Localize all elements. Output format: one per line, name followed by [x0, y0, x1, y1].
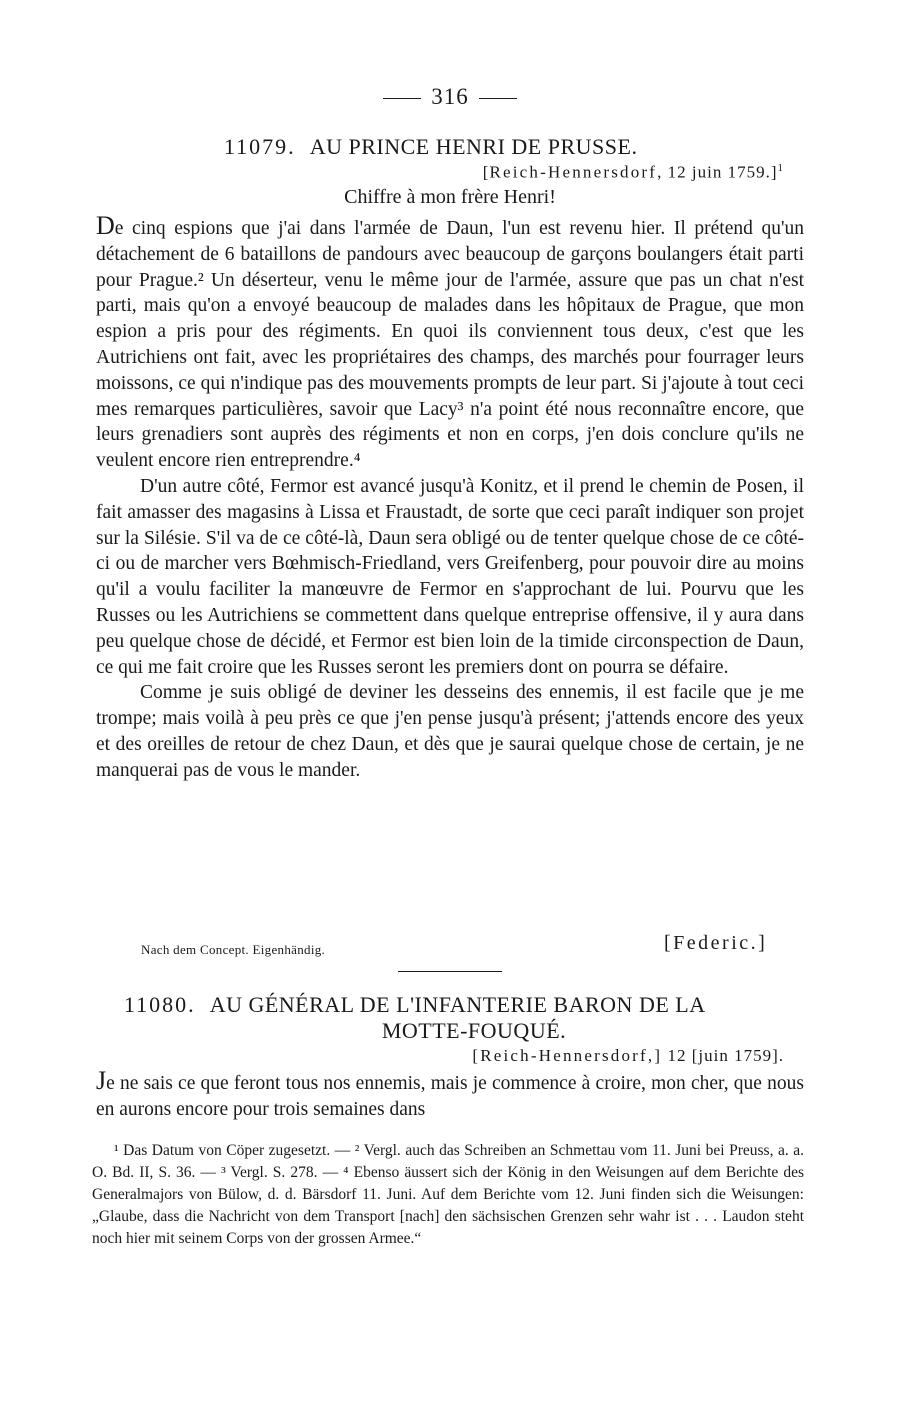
letter-heading-11080	[124, 992, 804, 1044]
drop-cap: J	[96, 1066, 107, 1095]
paragraph-1-text: e cinq espions que j'ai dans l'armée de Daun, l'un est revenu hier. Il prétend qu'un détachement de 6 bataillons de pandours avec beaucoup de garçons boulangers était parti pour Prague.² Un déserteur, venu le même jour de l'armée, assure que pas un chat n'est parti, mais qu'on a envoyé beaucoup de malades dans les hôpitaux de Prague, que mon espion a pris pour des régiments. En quoi ils conviennent tous deux, c'est que les Autrichiens ont fait, avec les propriétaires des champs, des marchés pour fourrager leurs moissons, ce qui n'indique pas des mouvements prompts de leur part. Si j'ajoute à tout ceci mes remarques particulières, savoir que Lacy³ n'a point été nous reconnaître encore, que leurs grenadiers sont auprès des régiments et non en corps, j'en dois conclure qu'ils ne veulent encore rien entreprendre.⁴	[96, 218, 804, 472]
letter-body-11079	[96, 213, 804, 784]
letter-dateline-11080	[420, 1046, 784, 1066]
signature: [Federic.]	[664, 932, 768, 954]
letter-heading-11079	[224, 134, 637, 160]
page-header	[0, 84, 900, 110]
letter-recipient-line1: AU GÉNÉRAL DE L'INFANTERIE BARON DE LA	[209, 992, 706, 1017]
paragraph-1	[96, 1068, 804, 1123]
dateline-date: 12 [juin 1759].	[667, 1046, 784, 1065]
drop-cap: D	[96, 211, 115, 240]
paragraph-1-text: e ne sais ce que feront tous nos ennemis, mais je commence à croire, mon cher, que nous en aurons encore pour trois semaines dans	[96, 1073, 804, 1120]
header-dash-right	[479, 98, 517, 99]
page-number: 316	[431, 84, 469, 109]
paragraph-2: D'un autre côté, Fermor est avancé jusqu'à Konitz, et il prend le chemin de Posen, il fait amasser des magasins à Lissa et Fraustadt, de sorte que ceci paraît indiquer son projet sur la Silésie. S'il va de ce côté-là, Daun sera obligé ou de tenter quelque chose de ce côté-ci ou de marcher vers Bœhmisch-Friedland, vers Greifenberg, pour pouvoir dire au moins qu'il a voulu faciliter la manœuvre de Fermor en s'approchant de lui. Pourvu que les Russes ou les Autrichiens se commettent dans quelque entreprise offensive, il y aura dans peu quelque chose de décidé, et Fermor est bien loin de la timide circonspection de Daun, ce qui me fait croire que les Russes seront les premiers dont on pourra se défaire.	[96, 475, 804, 678]
section-divider	[398, 971, 502, 972]
source-note: Nach dem Concept. Eigenhändig.	[141, 942, 326, 957]
dateline-place: [Reich-Hennersdorf,]	[472, 1046, 663, 1065]
dateline-place: Reich-Hennersdorf	[489, 162, 658, 182]
dateline-footnote-ref: 1	[777, 162, 784, 174]
letter-body-11080	[96, 1068, 804, 1123]
letter-dateline-11079	[420, 162, 784, 183]
dateline-open-bracket: [	[482, 162, 490, 182]
header-dash-left	[383, 98, 421, 99]
salutation: Chiffre à mon frère Henri!	[344, 186, 556, 208]
footnotes	[92, 1140, 804, 1250]
paragraph-3: Comme je suis obligé de deviner les desseins des ennemis, il est facile que je me trompe; mais voilà à peu près ce que j'en pense jusqu'à présent; j'attends encore des yeux et des oreilles de retour de chez Daun, et dès que je saurai quelque chose de certain, je ne manquerai pas de vous le mander.	[96, 682, 804, 781]
dateline-date: , 12 juin 1759.]	[657, 162, 778, 182]
paragraph-1	[96, 213, 804, 474]
letter-number: 11080.	[124, 992, 196, 1017]
letter-recipient: AU PRINCE HENRI DE PRUSSE.	[309, 134, 638, 159]
letter-number: 11079.	[224, 134, 296, 159]
footnote-text: ¹ Das Datum von Cöper zugesetzt. — ² Vergl. auch das Schreiben an Schmettau vom 11. Juni bei Preuss, a. a. O. Bd. II, S. 36. — ³ Vergl. S. 278. — ⁴ Ebenso äussert sich der König in den Weisungen auf dem Berichte des Generalmajors von Bülow, d. d. Bärsdorf 11. Juni. Auf dem Berichte vom 12. Juni finden sich die Weisungen: „Glaube, dass die Nachricht von dem Transport [nach] den sächsischen Grenzen sehr wahr ist . . . Laudon steht noch hier mit seinem Corps von der grossen Armee.“	[92, 1142, 804, 1247]
letter-recipient-line2: MOTTE-FOUQUÉ.	[381, 1018, 567, 1043]
